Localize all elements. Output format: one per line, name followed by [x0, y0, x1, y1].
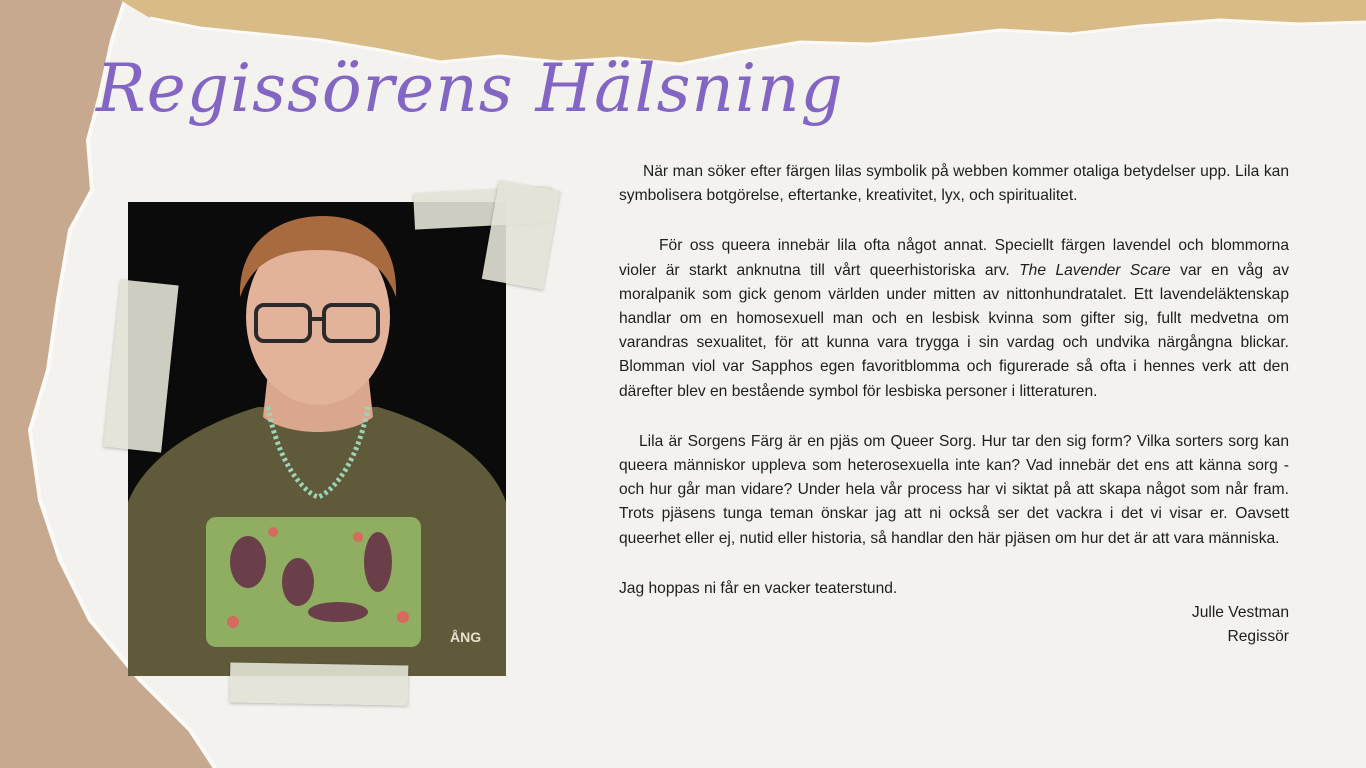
shirt-print-text: ÅNG [450, 629, 482, 645]
signature-name: Julle Vestman [1191, 604, 1289, 622]
letter-paragraph-1: När man söker efter färgen lilas symbolik på webben kommer otaliga betydelser upp. Lila kan symbolisera botgörelse, eftertanke, kreativitet, lyx, och spiritualitet. [619, 163, 1289, 205]
director-letter [619, 160, 1289, 649]
letter-paragraph-2 [619, 234, 1289, 403]
page-title: Regissörens Hälsning [96, 50, 844, 127]
paragraph-2-text-end: var en våg av moralpanik som gick genom världen under mitten av nittonhundratalet. Ett lavendeläktenskap handlar om en homosexuell man och en lesbisk kvinna som gifter sig, fullt medvetna om varandras sexualitet, för att kunna vara trygga i sin vardag och undvika närgångna blickar. Blomman viol var Sapphos egen favoritblomma och figurerade så ofta i hennes verk att den därefter blev en bestående symbol för lesbiska personer i litteraturen. [619, 261, 1289, 400]
director-photo [128, 202, 506, 676]
letter-closing: Jag hoppas ni får en vacker teaterstund. [619, 579, 898, 597]
paragraph-2-text-start: För oss queera innebär lila ofta något annat. Speciellt färgen lavendel och blommorna violer är starkt anknutna till vårt queerhistoriska arv. [619, 237, 1289, 279]
lavender-scare-title: The Lavender Scare [1019, 261, 1171, 279]
letter-paragraph-3: Lila är Sorgens Färg är en pjäs om Queer Sorg. Hur tar den sig form? Vilka sorters sorg kan queera människor uppleva som heterosexuella inte kan? Vad innebär det ens att känna sorg - och hur går man vidare? Under hela vår process har vi siktat på att skapa något som når fram. Trots pjäsens tunga teman önskar jag att ni också ser det vackra i det vi visar er. Oavsett queerhet eller ej, nutid eller historia, så handlar den här pjäsen om hur det är att vara människa. [619, 432, 1289, 547]
signature [619, 601, 1289, 649]
tape-strip [230, 662, 409, 705]
signature-role: Regissör [1227, 628, 1289, 646]
